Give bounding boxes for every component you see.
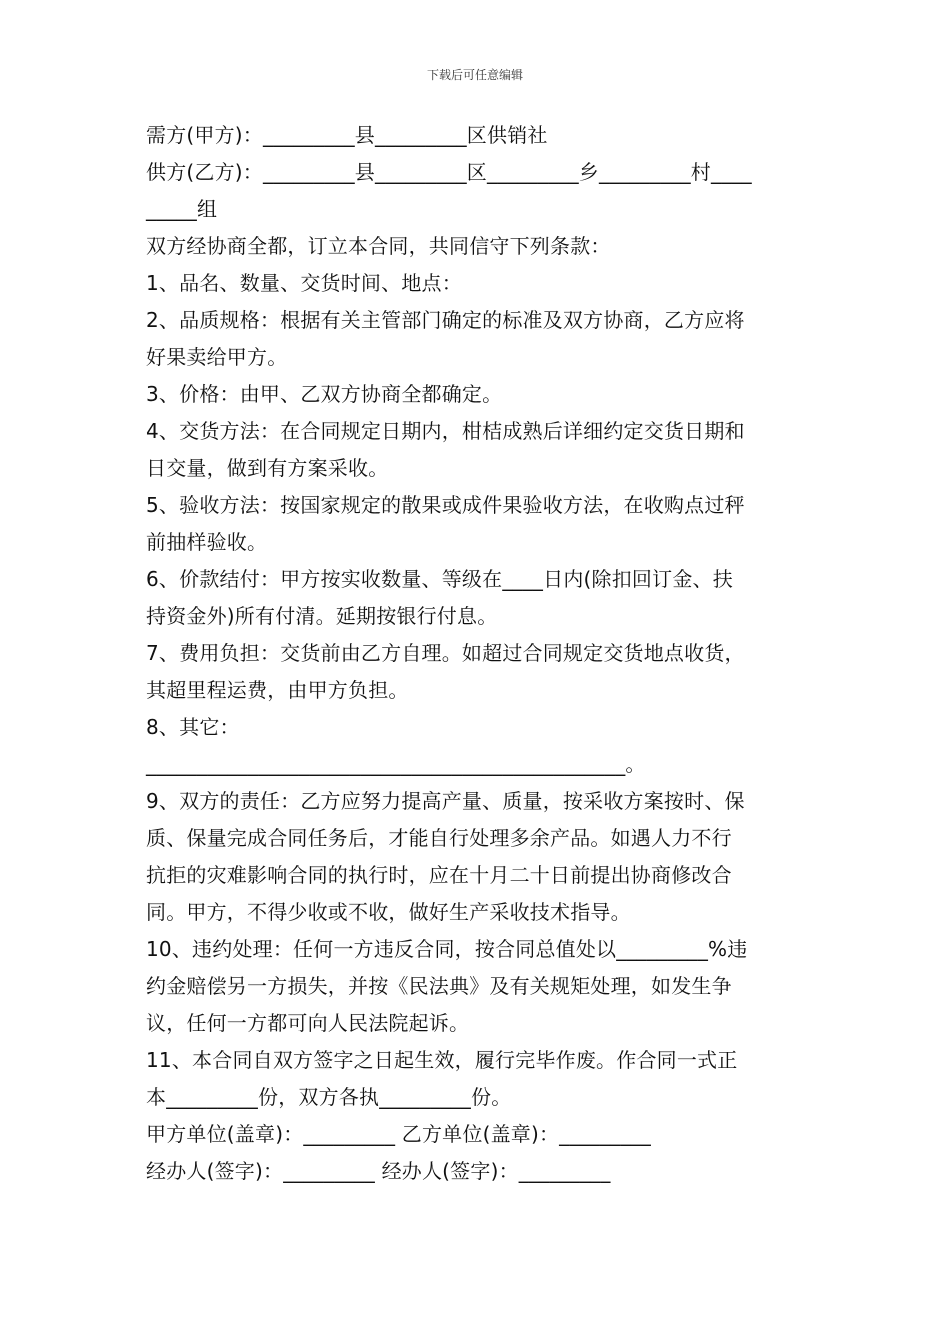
text-line: 好果卖给甲方。 (146, 345, 288, 369)
text-line: 议，任何一方都可向人民法院起诉。 (146, 1011, 470, 1035)
text-line: 日交量，做到有方案采收。 (146, 456, 389, 480)
text-line: 11、本合同自双方签字之日起生效，履行完毕作废。作合同一式正 (146, 1048, 738, 1072)
text-line: 2、品质规格：根据有关主管部门确定的标准及双方协商，乙方应将 (146, 308, 745, 332)
text-line: 本_________份，双方各执_________份。 (146, 1085, 512, 1109)
text-line: 双方经协商全都，订立本合同，共同信守下列条款： (146, 234, 611, 258)
text-line: 供方(乙方)：_________县_________区_________乡_________村____ (146, 160, 752, 184)
text-line: 8、其它： (146, 715, 240, 739)
text-line: 3、价格：由甲、乙双方协商全都确定。 (146, 382, 503, 406)
text-line: 10、违约处理：任何一方违反合同，按合同总值处以_________%违 (146, 937, 748, 961)
text-line: 质、保量完成合同任务后，才能自行处理多余产品。如遇人力不行 (146, 826, 732, 850)
text-line: 前抽样验收。 (146, 530, 268, 554)
text-line: 7、费用负担：交货前由乙方自理。如超过合同规定交货地点收货， (146, 641, 745, 665)
text-line: 甲方单位(盖章)：_________ 乙方单位(盖章)：_________ (146, 1122, 651, 1146)
page-header: 下载后可任意编辑 (426, 68, 523, 82)
text-line: 5、验收方法：按国家规定的散果或成件果验收方法，在收购点过秤 (146, 493, 745, 517)
text-line: 1、品名、数量、交货时间、地点： (146, 271, 462, 295)
text-line: _____组 (146, 197, 218, 221)
text-line: 其超里程运费，由甲方负担。 (146, 678, 409, 702)
text-line: 约金赔偿另一方损失，并按《民法典》及有关规矩处理，如发生争 (146, 974, 732, 998)
text-line: 持资金外)所有付清。延期按银行付息。 (146, 604, 498, 628)
text-line: 抗拒的灾难影响合同的执行时，应在十月二十日前提出协商修改合 (146, 863, 732, 887)
contract-body (146, 117, 811, 1190)
text-line: 4、交货方法：在合同规定日期内，柑桔成熟后详细约定交货日期和 (146, 419, 745, 443)
text-line: _______________________________________________。 (146, 752, 646, 776)
text-line: 经办人(签字)：_________ 经办人(签字)：_________ (146, 1159, 611, 1183)
text-line: 6、价款结付：甲方按实收数量、等级在____日内(除扣回订金、扶 (146, 567, 733, 591)
text-line: 9、双方的责任：乙方应努力提高产量、质量，按采收方案按时、保 (146, 789, 745, 813)
text-line: 需方(甲方)：_________县_________区供销社 (146, 123, 548, 147)
text-line: 同。甲方，不得少收或不收，做好生产采收技术指导。 (146, 900, 631, 924)
